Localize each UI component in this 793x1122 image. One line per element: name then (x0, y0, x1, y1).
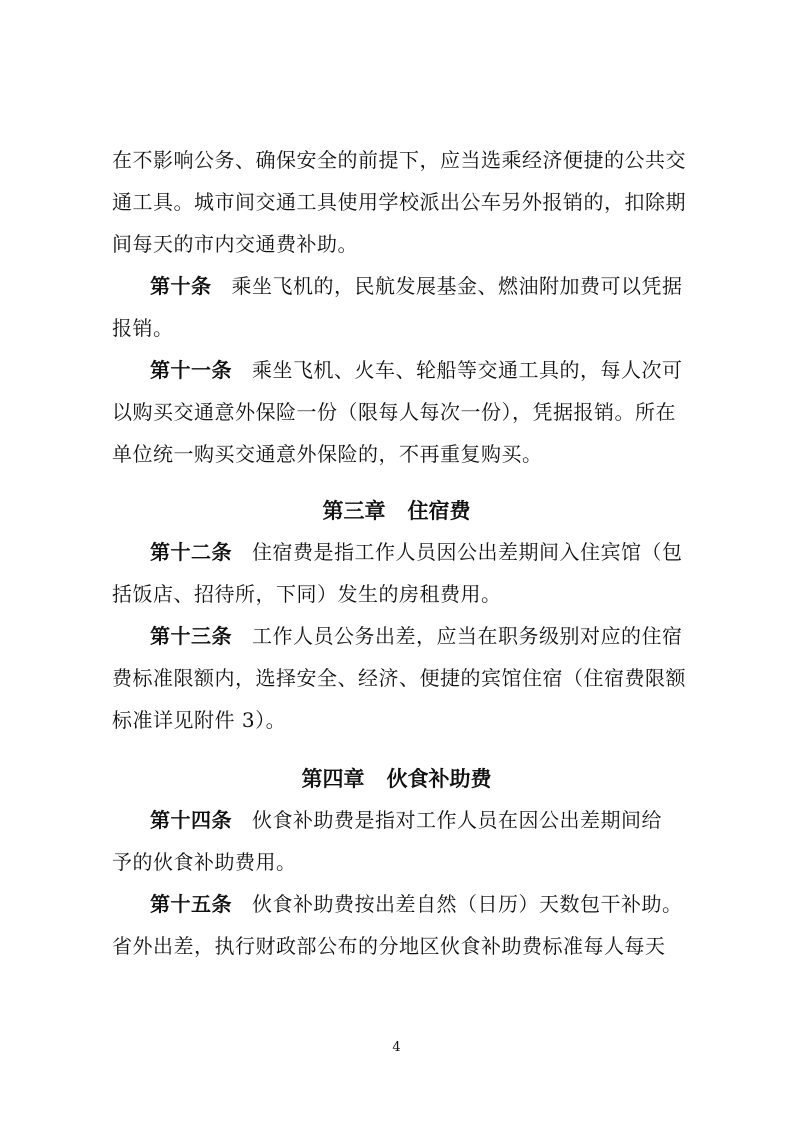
article-14 (150, 806, 697, 834)
article-label: 第十二条 (150, 540, 232, 564)
article-label: 第十条 (150, 274, 212, 298)
paragraph-line: 予的伙食补助费用。 (112, 850, 297, 874)
paragraph-line: 括饭店、招待所，下同）发生的房租费用。 (112, 582, 502, 606)
paragraph-line: 省外出差，执行财政部公布的分地区伙食补助费标准每人每天 (112, 934, 666, 958)
article-text: 工作人员公务出差，应当在职务级别对应的住宿 (252, 624, 683, 648)
chapter-title: 伙食补助费 (386, 767, 492, 791)
paragraph-line: 在不影响公务、确保安全的前提下，应当选乘经济便捷的公共交 (112, 148, 686, 172)
paragraph-line: 费标准限额内，选择安全、经济、便捷的宾馆住宿（住宿费限额 (112, 666, 686, 690)
chapter-number: 第四章 (301, 767, 365, 791)
article-13 (150, 622, 697, 650)
paragraph-line: 单位统一购买交通意外保险的，不再重复购买。 (112, 442, 543, 466)
chapter-title: 住宿费 (407, 499, 471, 523)
paragraph-line: 通工具。城市间交通工具使用学校派出公车另外报销的，扣除期 (112, 190, 686, 214)
paragraph-line: 报销。 (112, 316, 174, 340)
article-12 (150, 538, 697, 566)
article-text: 乘坐飞机、火车、轮船等交通工具的，每人次可 (252, 358, 683, 382)
article-11 (150, 356, 697, 384)
paragraph-line: 间每天的市内交通费补助。 (112, 232, 358, 256)
article-text: 住宿费是指工作人员因公出差期间入住宾馆（包 (252, 540, 683, 564)
article-label: 第十三条 (150, 624, 232, 648)
article-label: 第十五条 (150, 892, 232, 916)
chapter-number: 第三章 (322, 499, 386, 523)
article-text: 乘坐飞机的，民航发展基金、燃油附加费可以凭据 (231, 274, 683, 298)
article-label: 第十四条 (150, 808, 232, 832)
chapter-heading (0, 764, 793, 794)
article-text: 伙食补助费按出差自然（日历）天数包干补助。 (252, 892, 683, 916)
paragraph-line: 以购买交通意外保险一份（限每人每次一份），凭据报销。所在 (112, 400, 676, 424)
article-label: 第十一条 (150, 358, 232, 382)
article-10 (150, 272, 697, 300)
article-text: 伙食补助费是指对工作人员在因公出差期间给 (252, 808, 662, 832)
article-15 (150, 890, 697, 918)
page-number: 4 (392, 1040, 401, 1055)
chapter-heading (0, 496, 793, 526)
paragraph-line: 标准详见附件 3）。 (112, 708, 287, 732)
